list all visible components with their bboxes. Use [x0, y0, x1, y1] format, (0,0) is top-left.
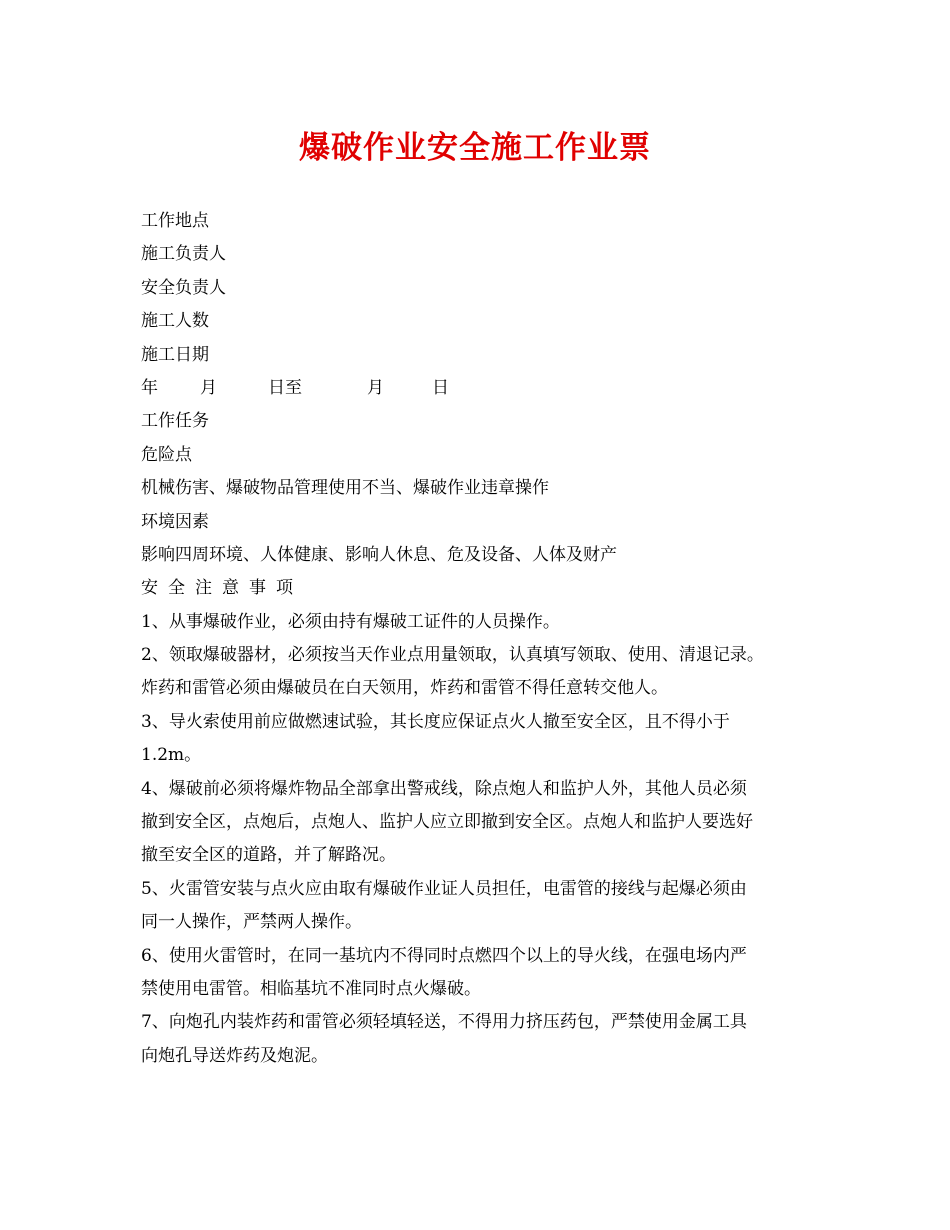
safety-item-5-line-2: 同一人操作，严禁两人操作。	[141, 912, 362, 933]
work-task-label: 工作任务	[141, 411, 209, 432]
field-safety-leader: 安全负责人	[141, 277, 226, 298]
document-body	[141, 205, 831, 1073]
safety-item-4-line-2: 撤到安全区，点炮后，点炮人、监护人应立即撤到安全区。点炮人和监护人要选好	[141, 812, 753, 833]
safety-item-6-line-2: 禁使用电雷管。相临基坑不准同时点火爆破。	[141, 978, 481, 999]
safety-item-7-line-1: 7、向炮孔内装炸药和雷管必须轻填轻送，不得用力挤压药包，严禁使用金属工具	[141, 1012, 747, 1033]
safety-item-5-line-1: 5、火雷管安装与点火应由取有爆破作业证人员担任，电雷管的接线与起爆必须由	[141, 878, 747, 899]
date-range-line	[141, 372, 831, 405]
safety-item-2-line-2: 炸药和雷管必须由爆破员在白天领用，炸药和雷管不得任意转交他人。	[141, 678, 668, 699]
safety-item-6-line-1: 6、使用火雷管时，在同一基坑内不得同时点燃四个以上的导火线，在强电场内严	[141, 945, 747, 966]
safety-item-3-line-2: 1.2m。	[141, 745, 202, 766]
date-month-2: 月	[367, 377, 384, 398]
safety-item-3-line-1: 3、导火索使用前应做燃速试验，其长度应保证点火人撤至安全区，且不得小于	[141, 711, 730, 732]
safety-item-4-line-1: 4、爆破前必须将爆炸物品全部拿出警戒线，除点炮人和监护人外，其他人员必须	[141, 778, 747, 799]
env-factor-text: 影响四周环境、人体健康、影响人休息、危及设备、人体及财产	[141, 544, 617, 565]
env-factor-label: 环境因素	[141, 511, 209, 532]
safety-item-1-line-1: 1、从事爆破作业，必须由持有爆破工证件的人员操作。	[141, 611, 560, 632]
hazard-label: 危险点	[141, 444, 192, 465]
date-day-to: 日至	[268, 377, 302, 398]
date-day-2: 日	[432, 377, 449, 398]
hazard-text: 机械伤害、爆破物品管理使用不当、爆破作业违章操作	[141, 478, 549, 499]
safety-notes-heading: 安全注意事项	[141, 578, 303, 599]
field-construction-leader: 施工负责人	[141, 244, 226, 265]
date-year: 年	[141, 377, 158, 398]
field-work-location: 工作地点	[141, 211, 209, 231]
safety-item-4-line-3: 撤至安全区的道路，并了解路况。	[141, 845, 396, 866]
safety-item-2-line-1: 2、领取爆破器材，必须按当天作业点用量领取，认真填写领取、使用、清退记录。	[141, 645, 764, 666]
date-month: 月	[200, 377, 217, 398]
document-title: 爆破作业安全施工作业票	[299, 130, 651, 166]
field-worker-count: 施工人数	[141, 311, 209, 332]
safety-item-7-line-2: 向炮孔导送炸药及炮泥。	[141, 1045, 328, 1066]
field-construction-date: 施工日期	[141, 344, 209, 365]
